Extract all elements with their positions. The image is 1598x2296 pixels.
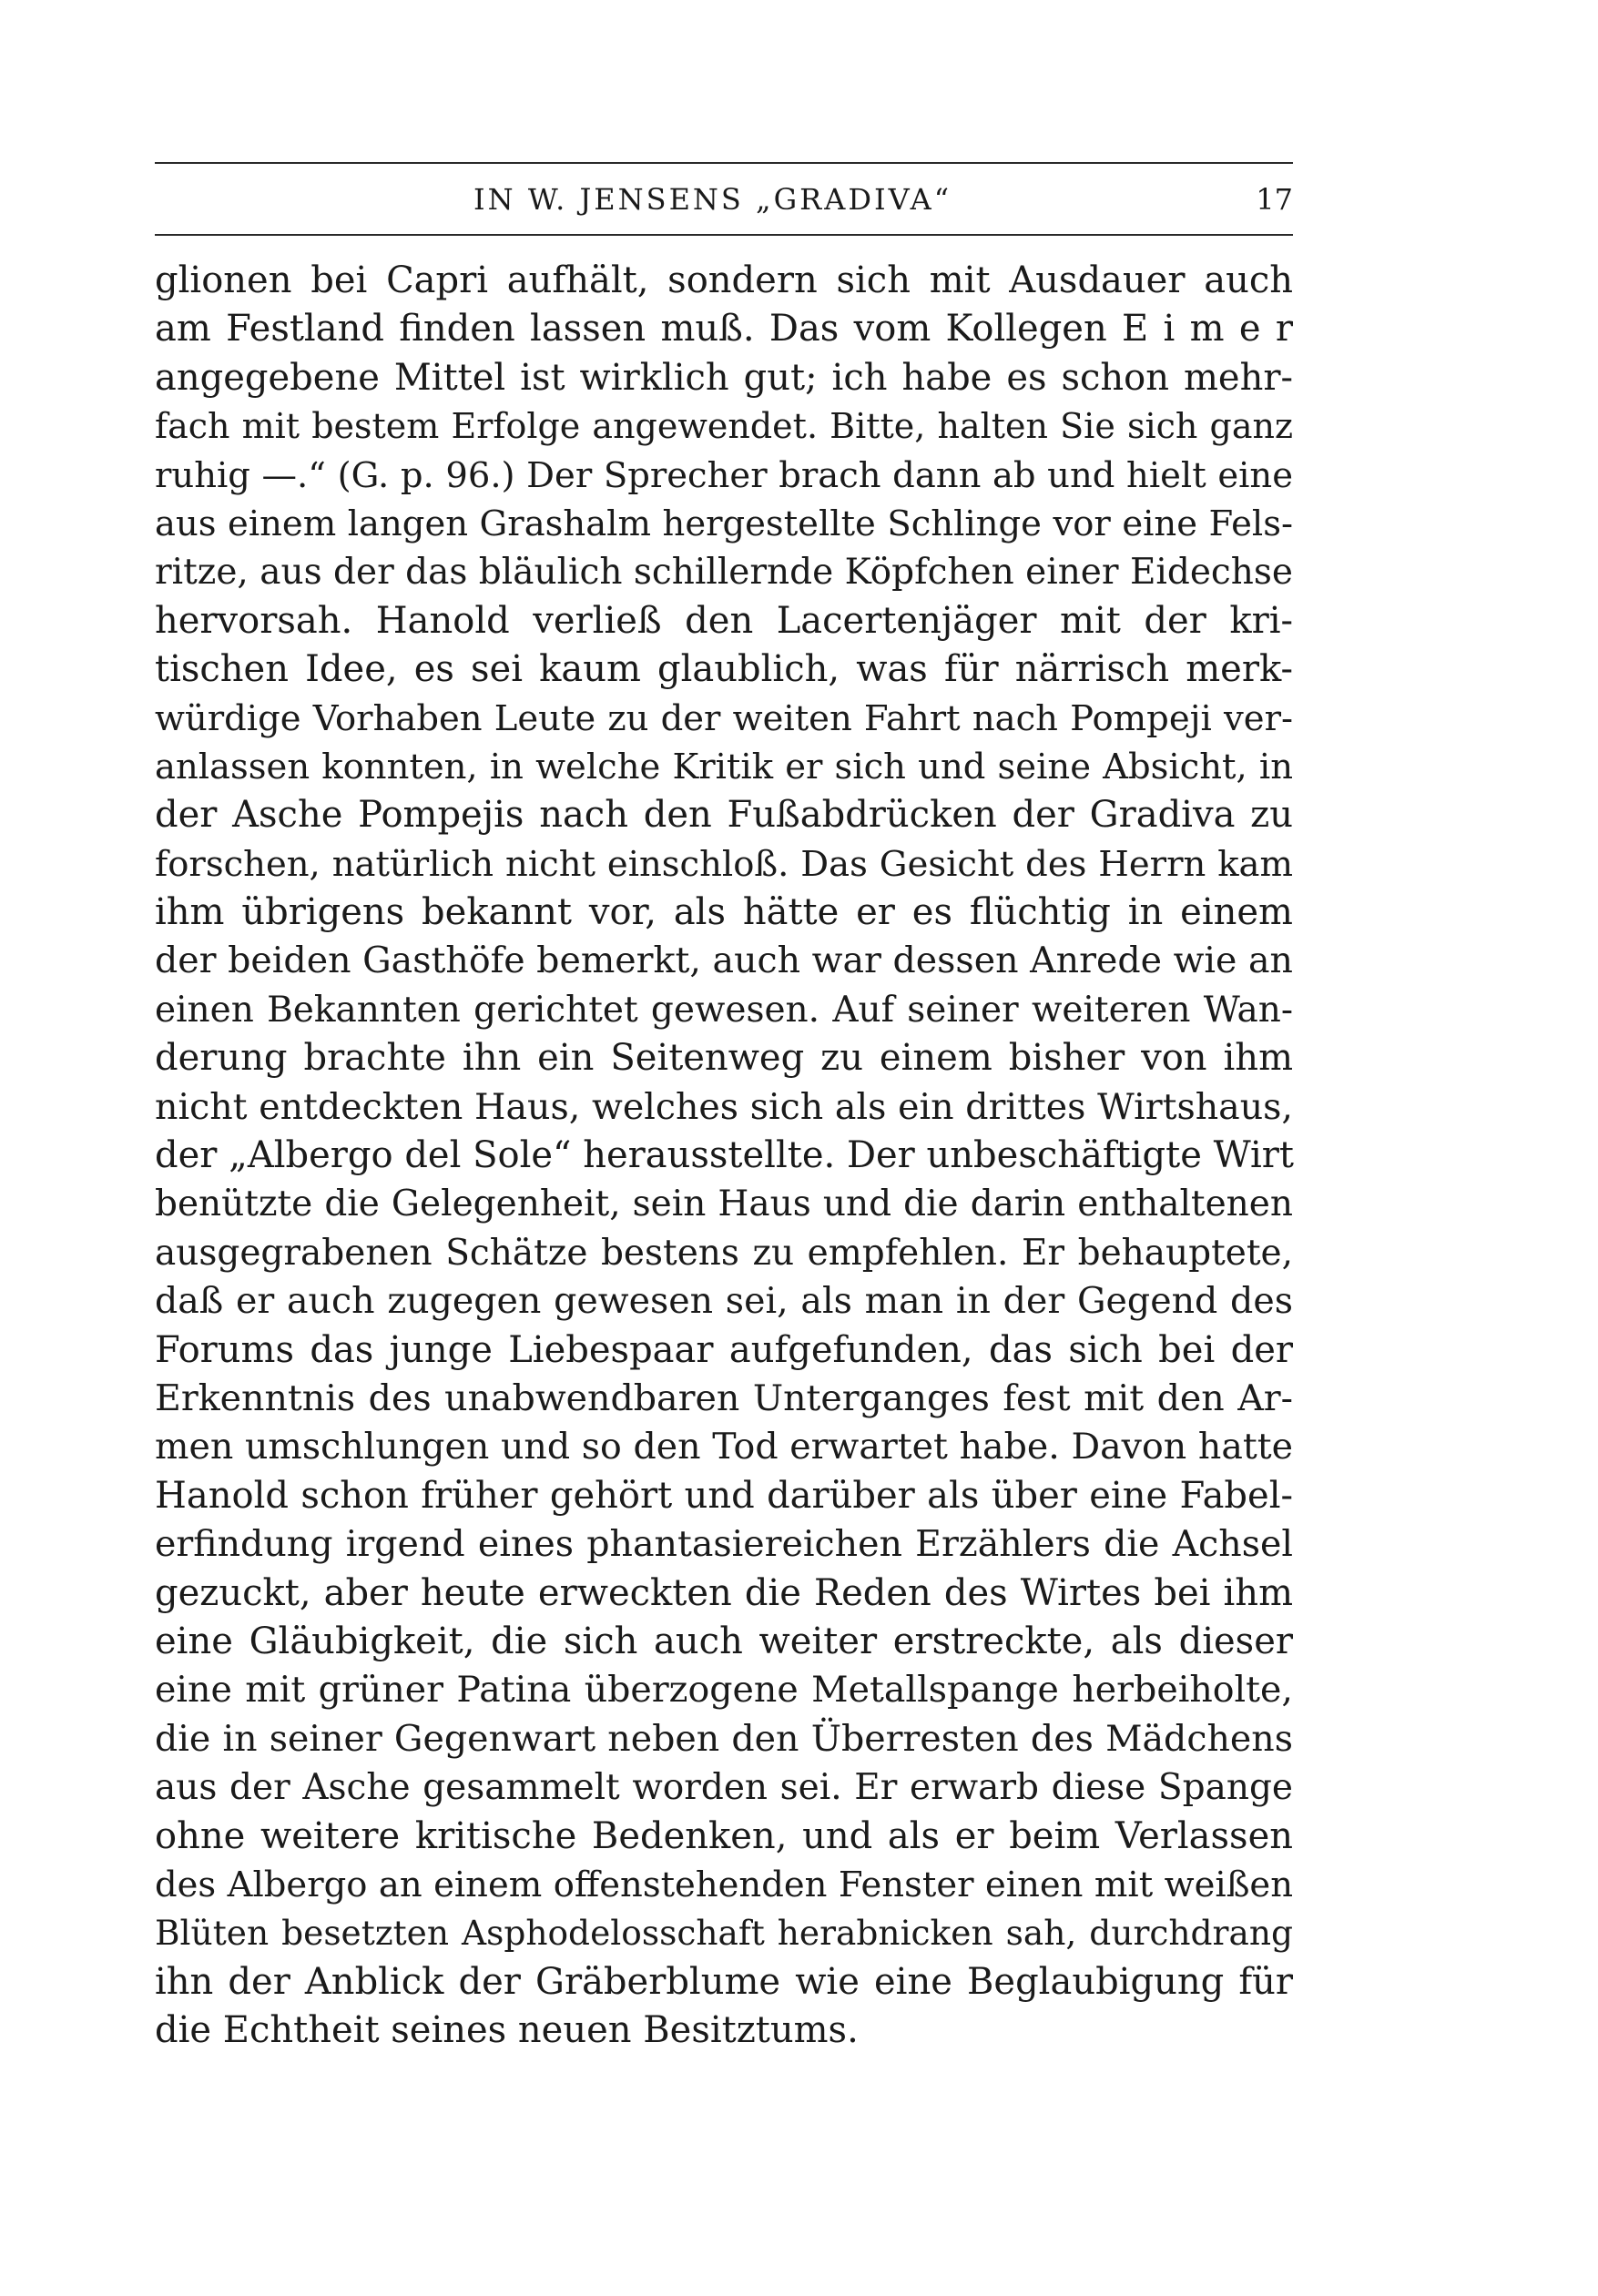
text-line: Hanold schon früher gehört und darüber als über eine Fabel- — [155, 1474, 1293, 1517]
running-head-title: IN W. JENSENS „GRADIVA“ — [473, 182, 952, 217]
text-line: tischen Idee, es sei kaum glaublich, was für närrisch merk- — [155, 648, 1293, 691]
text-line: eine mit grüner Patina überzogene Metallspange herbeiholte, — [155, 1669, 1293, 1712]
text-line-last: die Echtheit seines neuen Besitztums. — [155, 2009, 859, 2052]
header-rule-top — [155, 162, 1293, 164]
text-line: men umschlungen und so den Tod erwartet habe. Davon hatte — [155, 1426, 1293, 1468]
text-line: die in seiner Gegenwart neben den Überresten des Mädchens — [155, 1717, 1293, 1760]
text-line: Forums das junge Liebespaar aufgefunden, das sich bei der — [155, 1328, 1293, 1371]
text-line: der Asche Pompejis nach den Fußabdrücken der Gradiva zu — [155, 794, 1293, 837]
text-line: angegebene Mittel ist wirklich gut; ich habe es schon mehr- — [155, 356, 1293, 399]
text-line: ohne weitere kritische Bedenken, und als er beim Verlassen — [155, 1814, 1293, 1857]
text-line: fach mit bestem Erfolge angewendet. Bitte, halten Sie sich ganz — [155, 406, 1293, 447]
text-line: ruhig —.“ (G. p. 96.) Der Sprecher brach dann ab und hielt eine — [155, 454, 1293, 496]
text-line: würdige Vorhaben Leute zu der weiten Fahrt nach Pompeji ver- — [155, 697, 1293, 739]
text-line: hervorsah. Hanold verließ den Lacertenjäger mit der kri- — [155, 599, 1293, 642]
text-line: erfindung irgend eines phantasiereichen Erzählers die Achsel — [155, 1523, 1293, 1566]
text-line: Erkenntnis des unabwendbaren Unterganges fest mit den Ar- — [155, 1377, 1293, 1419]
text-line: der „Albergo del Sole“ herausstellte. Der unbeschäftigte Wirt — [155, 1134, 1294, 1177]
text-line: am Festland finden lassen muß. Das vom Kollegen E i m e r — [155, 308, 1293, 350]
page-number: 17 — [1256, 182, 1293, 217]
text-line: gezuckt, aber heute erweckten die Reden des Wirtes bei ihm — [155, 1571, 1293, 1614]
text-line: forschen, natürlich nicht einschloß. Das Gesicht des Herrn kam — [155, 843, 1293, 885]
text-line: einen Bekannten gerichtet gewesen. Auf seiner weiteren Wan- — [155, 989, 1293, 1031]
body-text — [155, 257, 1293, 2055]
text-line: ritze, aus der das bläulich schillernde Köpfchen einer Eidechse — [155, 552, 1293, 594]
text-line: glionen bei Capri aufhält, sondern sich mit Ausdauer auch — [155, 259, 1293, 301]
text-line: eine Gläubigkeit, die sich auch weiter erstreckte, als dieser — [155, 1620, 1293, 1662]
text-line: der beiden Gasthöfe bemerkt, auch war dessen Anrede wie an — [155, 940, 1293, 982]
text-line: benützte die Gelegenheit, sein Haus und die darin enthaltenen — [155, 1184, 1293, 1225]
text-line: daß er auch zugegen gewesen sei, als man in der Gegend des — [155, 1280, 1293, 1323]
text-line: ihm übrigens bekannt vor, als hätte er es flüchtig in einem — [155, 891, 1293, 934]
text-line: nicht entdeckten Haus, welches sich als ein drittes Wirtshaus, — [155, 1085, 1293, 1128]
text-line: anlassen konnten, in welche Kritik er sich und seine Absicht, in — [155, 746, 1293, 787]
text-line: aus der Asche gesammelt worden sei. Er erwarb diese Spange — [155, 1767, 1293, 1809]
text-line: des Albergo an einem offenstehenden Fenster einen mit weißen — [155, 1864, 1293, 1905]
text-line: aus einem langen Grashalm hergestellte Schlinge vor eine Fels- — [155, 503, 1293, 544]
header-rule-bottom — [155, 234, 1293, 236]
text-line: ausgegrabenen Schätze bestens zu empfehlen. Er behauptete, — [155, 1232, 1293, 1274]
text-line: derung brachte ihn ein Seitenweg zu einem bisher von ihm — [155, 1037, 1293, 1080]
text-line: Blüten besetzten Asphodelosschaft herabnicken sah, durchdrang — [155, 1913, 1293, 1954]
text-line: ihn der Anblick der Gräberblume wie eine Beglaubigung für — [155, 1960, 1293, 2003]
